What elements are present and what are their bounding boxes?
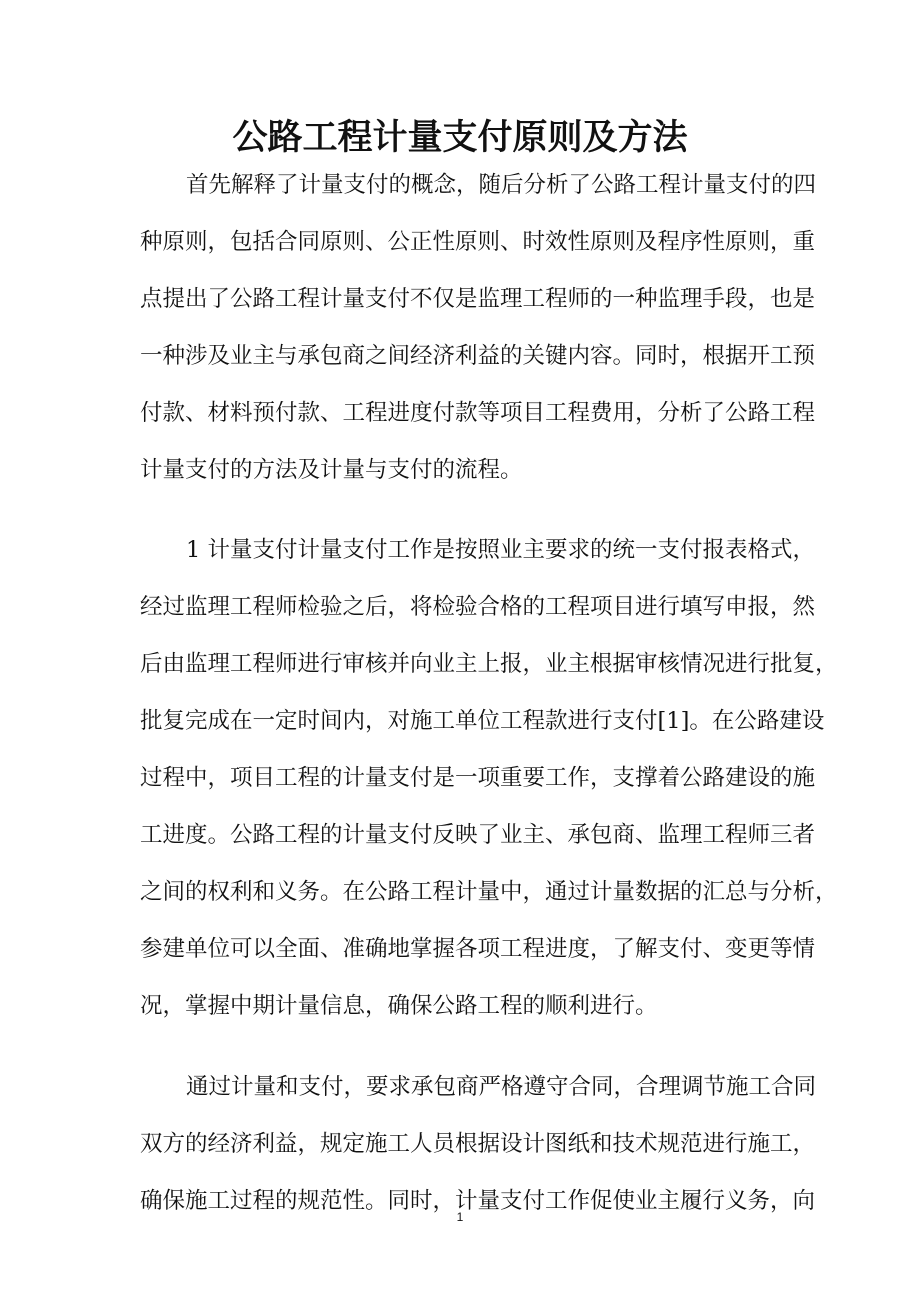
paragraph-line: 点提出了公路工程计量支付不仅是监理工程师的一种监理手段，也是 (140, 286, 816, 312)
paragraph-line: 后由监理工程师进行审核并向业主上报，业主根据审核情况进行批复， (140, 651, 838, 677)
paragraph-line: 1 计量支付计量支付工作是按照业主要求的统一支付报表格式， (186, 537, 815, 563)
paragraph-line: 付款、材料预付款、工程进度付款等项目工程费用，分析了公路工程 (140, 400, 816, 426)
paragraph-line: 批复完成在一定时间内，对施工单位工程款进行支付[1]。在公路建设 (140, 708, 825, 734)
paragraph-line: 过程中，项目工程的计量支付是一项重要工作，支撑着公路建设的施 (140, 765, 816, 791)
paragraph-line: 况，掌握中期计量信息，确保公路工程的顺利进行。 (140, 993, 658, 1019)
document-title: 公路工程计量支付原则及方法 (232, 118, 688, 158)
paragraph-line: 通过计量和支付，要求承包商严格遵守合同，合理调节施工合同 (186, 1074, 817, 1100)
paragraph-line: 首先解释了计量支付的概念，随后分析了公路工程计量支付的四 (186, 172, 817, 198)
paragraph-line: 双方的经济利益，规定施工人员根据设计图纸和技术规范进行施工， (140, 1131, 816, 1157)
paragraph-line: 之间的权利和义务。在公路工程计量中，通过计量数据的汇总与分析， (140, 879, 838, 905)
paragraph-line: 工进度。公路工程的计量支付反映了业主、承包商、监理工程师三者 (140, 822, 816, 848)
paragraph-line: 经过监理工程师检验之后，将检验合格的工程项目进行填写申报，然 (140, 594, 816, 620)
paragraph-line: 种原则，包括合同原则、公正性原则、时效性原则及程序性原则，重 (140, 229, 816, 255)
page-number: 1 (456, 1210, 464, 1224)
paragraph-line: 确保施工过程的规范性。同时，计量支付工作促使业主履行义务，向 (140, 1188, 816, 1214)
paragraph-line: 一种涉及业主与承包商之间经济利益的关键内容。同时，根据开工预 (140, 343, 816, 369)
paragraph-line: 参建单位可以全面、准确地掌握各项工程进度，了解支付、变更等情 (140, 936, 816, 962)
paragraph-line: 计量支付的方法及计量与支付的流程。 (140, 457, 523, 483)
